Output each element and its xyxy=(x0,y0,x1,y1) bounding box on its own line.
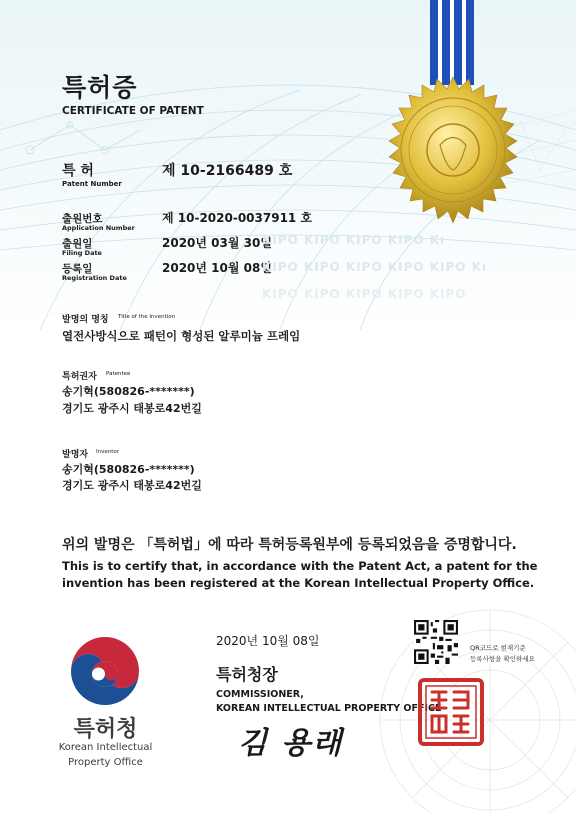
ribbon-stripe xyxy=(442,0,450,85)
patent-number-label-en: Patent Number xyxy=(62,180,122,188)
qr-note-line2: 등록사항을 확인하세요 xyxy=(470,655,535,663)
certificate-title: 특허증 xyxy=(62,73,138,102)
application-number-value: 제 10-2020-0037911 호 xyxy=(162,211,313,225)
kipo-label-en-line2: Property Office xyxy=(68,757,143,768)
invention-label-en: Title of the Invention xyxy=(118,314,176,320)
kipo-logo xyxy=(70,636,140,706)
watermark-line: KIPO KIPO KIPO KIPO Kı xyxy=(262,233,446,247)
registration-date-value: 2020년 10월 08일 xyxy=(162,261,272,275)
issue-date: 2020년 10월 08일 xyxy=(216,634,320,648)
ribbon-stripe xyxy=(430,0,438,85)
official-stamp xyxy=(418,678,484,746)
commissioner-title-en-line2: KOREAN INTELLECTUAL PROPERTY OFFICE xyxy=(216,703,442,714)
registration-date-label: 등록일 xyxy=(62,263,93,275)
watermark-line: KIPO KIPO KIPO KIPO KIPO xyxy=(262,287,467,301)
kipo-label-en-line1: Korean Intellectual xyxy=(58,742,153,753)
filing-date-label: 출원일 xyxy=(62,238,93,250)
filing-date-label-en: Filing Date xyxy=(62,249,102,257)
commissioner-signature: 김 용래 xyxy=(238,726,344,761)
qr-note-line1: QR코드로 현재기준 xyxy=(470,644,526,652)
patent-number-label: 특 허 xyxy=(62,163,94,179)
application-number-label: 출원번호 xyxy=(62,213,103,225)
patentee-address: 경기도 광주시 태봉로42번길 xyxy=(62,402,202,415)
statement-ko: 위의 발명은 「특허법」에 따라 특허등록원부에 등록되었음을 증명합니다. xyxy=(62,537,517,553)
invention-title: 열전사방식으로 패턴이 형성된 알루미늄 프레임 xyxy=(62,329,301,343)
inventor-name: 송기혁(580826-*******) xyxy=(62,463,195,476)
ribbon-stripe xyxy=(466,0,474,85)
inventor-address: 경기도 광주시 태봉로42번길 xyxy=(62,479,202,492)
patent-number-value: 제 10-2166489 호 xyxy=(162,163,293,179)
kipo-label: 특허청 xyxy=(73,717,138,742)
ribbon-stripe xyxy=(454,0,462,85)
commissioner-title-en-line1: COMMISSIONER, xyxy=(216,689,304,700)
application-number-label-en: Application Number xyxy=(62,224,135,232)
statement-en-line1: This is to certify that, in accordance with the Patent Act, a patent for the xyxy=(62,559,538,573)
patentee-name: 송기혁(580826-*******) xyxy=(62,385,195,398)
qr-code[interactable] xyxy=(414,620,458,664)
inventor-label-en: Inventor xyxy=(96,449,120,455)
gold-seal xyxy=(378,75,528,225)
statement-en-line2: invention has been registered at the Korean Intellectual Property Office. xyxy=(62,576,535,590)
filing-date-value: 2020년 03월 30일 xyxy=(162,236,272,250)
patentee-label-en: Patentee xyxy=(106,371,131,377)
inventor-label: 발명자 xyxy=(62,450,89,460)
watermark-line: KIPO KIPO KIPO KIPO KIPO Kı xyxy=(262,260,488,274)
patentee-label: 특허권자 xyxy=(62,372,97,382)
invention-label: 발명의 명칭 xyxy=(62,315,109,325)
certificate-title-en: CERTIFICATE OF PATENT xyxy=(62,105,204,117)
commissioner-title: 특허청장 xyxy=(216,665,278,684)
registration-date-label-en: Registration Date xyxy=(62,274,127,282)
